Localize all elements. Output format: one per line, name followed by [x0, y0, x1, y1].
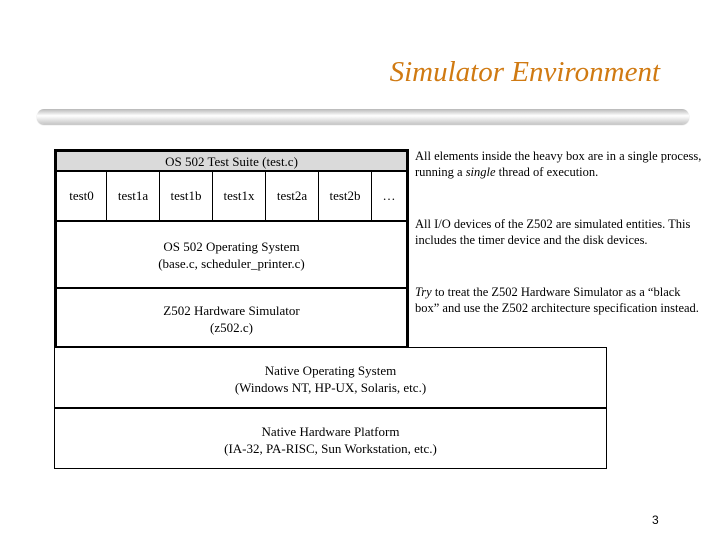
- test-cell-test2b: test2b: [319, 172, 372, 220]
- note-black-box: [415, 284, 705, 316]
- test-cell-test2a: test2a: [266, 172, 319, 220]
- title-divider-bar: [37, 109, 689, 124]
- native-hardware-examples: (IA-32, PA-RISC, Sun Workstation, etc.): [224, 441, 437, 456]
- test-cell-test0: test0: [57, 172, 107, 220]
- test-cell-more: …: [382, 188, 396, 203]
- note-black-box-emphasis: Try: [415, 285, 432, 299]
- page-number: 3: [652, 513, 659, 527]
- note-black-box-text: to treat the Z502 Hardware Simulator as a “black box” and use the Z502 architecture specification instead.: [415, 285, 699, 315]
- native-os-examples: (Windows NT, HP-UX, Solaris, etc.): [234, 380, 427, 395]
- note-single-process-emphasis: single: [465, 165, 496, 179]
- hardware-simulator-title: Z502 Hardware Simulator: [163, 303, 300, 318]
- native-os-title: Native Operating System: [264, 363, 397, 378]
- os-layer-files: (base.c, scheduler_printer.c): [158, 256, 305, 271]
- note-single-process-end: thread of execution.: [495, 165, 599, 179]
- test-suite-row: [56, 171, 407, 221]
- os-layer-title: OS 502 Operating System: [163, 239, 300, 254]
- slide-title: Simulator Environment: [389, 56, 660, 88]
- note-single-process-text: All elements inside the heavy box are in a single process, running a: [415, 149, 702, 179]
- test-suite-header: [56, 151, 407, 171]
- note-io-devices: All I/O devices of the Z502 are simulated entities. This includes the timer device and the disk devices.: [415, 217, 691, 247]
- hardware-simulator-file: (z502.c): [210, 320, 253, 335]
- test-cell-test1b: test1b: [160, 172, 213, 220]
- native-hardware-title: Native Hardware Platform: [261, 424, 400, 439]
- native-os-box: [54, 347, 607, 408]
- test-suite-label: OS 502 Test Suite (test.c): [165, 154, 298, 169]
- test-cell-test1x: test1x: [213, 172, 266, 220]
- native-hardware-box: [54, 408, 607, 469]
- hardware-simulator-box: [56, 288, 407, 347]
- note-single-process: [415, 148, 705, 180]
- test-cell-test1a: test1a: [107, 172, 160, 220]
- os-layer-box: [56, 221, 407, 288]
